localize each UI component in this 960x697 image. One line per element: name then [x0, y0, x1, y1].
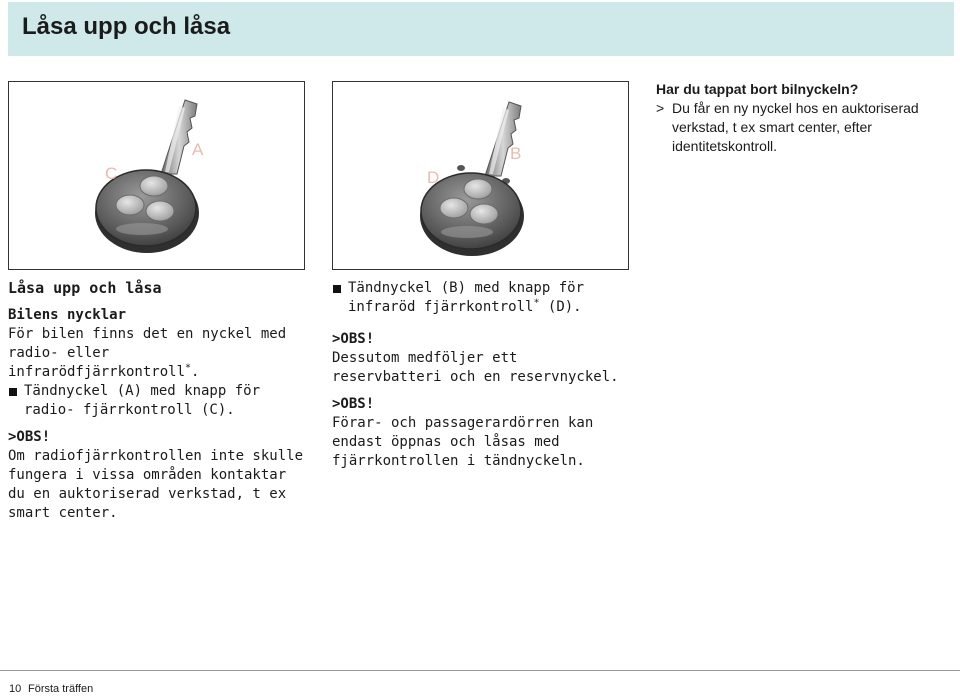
note-text: Förar- och passagerardörren kan endast öppnas och låsas med fjärrkontrollen i tändnyckeln.	[332, 415, 594, 469]
bullet-square-icon	[9, 388, 17, 396]
radio-key-illustration	[9, 82, 306, 271]
intro-end: .	[191, 364, 200, 380]
note-label: >OBS!	[8, 429, 51, 445]
key-figure-infrared	[332, 81, 629, 270]
page-title: Låsa upp och låsa	[22, 13, 231, 40]
bullet-square-icon	[333, 285, 341, 293]
callout-a: A	[192, 140, 204, 159]
arrow-marker: >	[656, 100, 665, 116]
bullet-text: Tändnyckel (A) med knapp för radio- fjärrkontroll (C).	[24, 383, 261, 418]
callout-d: D	[427, 168, 440, 187]
optional-equipment-mark: *	[185, 362, 192, 374]
page-number: 10	[9, 683, 22, 695]
sidebar-question: Har du tappat bort bilnyckeln?	[656, 81, 859, 97]
sidebar-answer-text: Du får en ny nyckel hos en auktoriserad verkstad, t ex smart center, efter identitetskontroll.	[672, 100, 919, 154]
intro-paragraph	[8, 325, 308, 382]
callout-c: C	[105, 164, 118, 183]
key-figure-radio	[8, 81, 305, 270]
note-label: >OBS!	[332, 396, 375, 412]
bullet-text: Tändnyckel (B) med knapp för infraröd fjärrkontroll	[348, 280, 585, 315]
callout-b: B	[510, 144, 522, 163]
optional-equipment-mark: *	[533, 297, 540, 309]
left-column	[8, 279, 308, 523]
right-column	[332, 279, 632, 471]
sidebar-answer	[656, 99, 956, 156]
list-item	[332, 279, 632, 317]
sidebar-note	[656, 80, 956, 156]
infrared-key-illustration	[333, 82, 630, 271]
note-text: Om radiofjärrkontrollen inte skulle fungera i vissa områden kontaktar du en auktoriserad verkstad, t ex smart center.	[8, 448, 304, 521]
note-text: Dessutom medföljer ett reservbatteri och en reservnyckel.	[332, 350, 619, 385]
intro-text: För bilen finns det en nyckel med radio- eller infrarödfjärrkontroll	[8, 326, 287, 380]
section-heading: Låsa upp och låsa	[8, 279, 162, 297]
section-name: Första träffen	[28, 683, 94, 695]
page-header	[8, 2, 954, 56]
bullet-end: (D).	[539, 299, 582, 315]
subsection-heading: Bilens nycklar	[8, 307, 127, 323]
page-footer	[0, 670, 960, 697]
list-item	[8, 382, 308, 420]
note-label: >OBS!	[332, 331, 375, 347]
